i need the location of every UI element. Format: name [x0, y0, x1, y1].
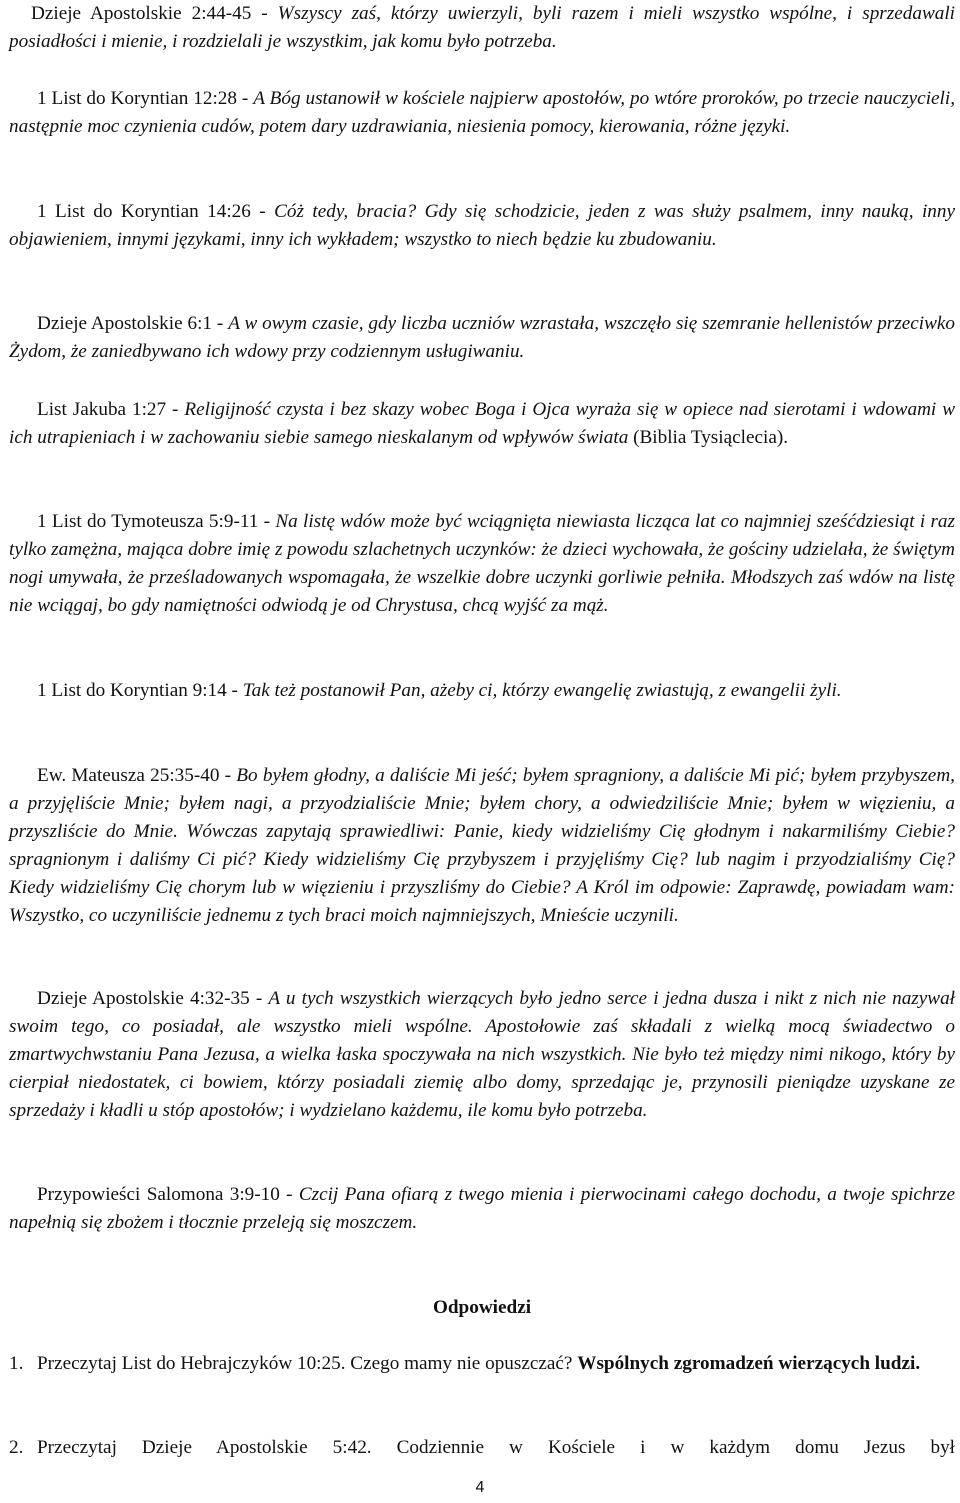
passage-acts-4-32 [9, 985, 955, 1125]
passage-quote: A u tych wszystkich wierzących było jedno serce i jedna dusza i nikt z nich nie nazywał swoim tego, co posiadał, ale wszystko mieli wspólne. Apostołowie zaś składali z wielką mocą świadectwo o zmartwychwstaniu Pana Jezusa, a wielka łaska spoczywała na nich wszystkich. Nie było też między nimi nikogo, który by cierpiał niedostatek, ci bowiem, którzy posiadali ziemię albo domy, sprzedając je, przynosili pieniądze uzyskane ze sprzedaży i kładli u stóp apostołów; i wydzielano każdemu, ile komu było potrzeba. [9, 988, 956, 1121]
passage-reference: 1 List do Koryntian 12:28 - [37, 88, 254, 109]
passage-reference: 1 List do Koryntian 9:14 - [37, 680, 243, 701]
question-text [37, 1434, 955, 1462]
question-number: 1. [9, 1353, 24, 1374]
passage-quote: Tak też postanowił Pan, ażeby ci, którzy ewangelię zwiastują, z ewangelii żyli. [242, 680, 842, 701]
passage-reference: 1 List do Koryntian 14:26 - [37, 201, 275, 222]
passage-reference: List Jakuba 1:27 - [37, 399, 185, 420]
passage-quote: Religijność czysta i bez skazy wobec Boga i Ojca wyraża się w opiece nad sierotami i wdowami w ich utrapieniach i w zachowaniu siebie samego nieskalanym od wpływów świata [9, 399, 956, 448]
passage-prov-3-9 [9, 1181, 955, 1237]
passage-reference: 1 List do Tymoteusza 5:9-11 - [37, 511, 276, 532]
passage-1cor-9-14 [9, 677, 842, 705]
question-item [9, 1350, 955, 1378]
question-text [37, 1350, 955, 1378]
question-prompt: Przeczytaj Dzieje Apostolskie 5:42. Codziennie w Kościele i w każdym domu Jezus był [37, 1437, 955, 1458]
passage-reference: Dzieje Apostolskie 4:32-35 - [37, 988, 269, 1009]
passage-quote: Na listę wdów może być wciągnięta niewiasta licząca lat co najmniej sześćdziesiąt i raz tylko zamężna, mająca dobre imię z powodu szlachetnych uczynków: że dzieci wychowała, że gościny udzielała, że świętym nogi umywała, że prześladowanych wspomagała, że wszelkie dobre uczynki gorliwie pełniła. Młodszych zaś wdów na listę nie wciągaj, bo gdy namiętności odwiodą je od Chrystusa, chcą wyjść za mąż. [9, 511, 955, 616]
page-number: 4 [475, 1479, 485, 1496]
passage-tail: (Biblia Tysiąclecia). [628, 427, 789, 448]
passage-quote: Wszyscy zaś, którzy uwierzyli, byli razem i mieli wszystko wspólne, i sprzedawali posiadłości i mienie, i rozdzielali je wszystkim, jak komu było potrzeba. [9, 3, 955, 52]
passage-reference: Dzieje Apostolskie 6:1 - [37, 313, 229, 334]
passage-james-1-27 [9, 396, 955, 452]
passage-quote: A w owym czasie, gdy liczba uczniów wzrastała, wszczęło się szemranie hellenistów przeciwko Żydom, że zaniedbywano ich wdowy przy codziennym usługiwaniu. [9, 313, 955, 362]
passage-quote: Czcij Pana ofiarą z twego mienia i pierwocinami całego dochodu, a twoje spichrze napełnią się zbożem i tłocznie przeleją się moszczem. [9, 1184, 955, 1233]
question-prompt: Przeczytaj List do Hebrajczyków 10:25. Czego mamy nie opuszczać? [37, 1353, 578, 1374]
question-item [9, 1434, 955, 1462]
answers-heading: Odpowiedzi [432, 1297, 532, 1318]
passage-acts-2-44 [9, 0, 955, 56]
passage-quote: Bo byłem głodny, a daliście Mi jeść; byłem spragniony, a daliście Mi pić; byłem przybyszem, a przyjęliście Mnie; byłem nagi, a przyodzialiście Mnie; byłem chory, a odwiedziliście Mnie; byłem w więzieniu, a przyszliście do Mnie. Wówczas zapytają sprawiedliwi: Panie, kiedy widzieliśmy Cię głodnym i nakarmiliśmy Ciebie? spragnionym i daliśmy Ci pić? Kiedy widzieliśmy Cię przybyszem i przyjęliśmy Cię? lub nagim i przyodzialiśmy Cię? Kiedy widzieliśmy Cię chorym lub w więzieniu i przyszliśmy do Ciebie? A Król im odpowie: Zaprawdę, powiadam wam: Wszystko, co uczyniliście jednemu z tych braci moich najmniejszych, Mnieście uczynili. [9, 765, 955, 926]
passage-matt-25-35 [9, 762, 955, 930]
passage-reference: Przypowieści Salomona 3:9-10 - [37, 1184, 299, 1205]
passage-acts-6-1 [9, 310, 955, 366]
passage-quote: A Bóg ustanowił w kościele najpierw apostołów, po wtóre proroków, po trzecie nauczycieli, następnie moc czynienia cudów, potem dary uzdrawiania, niesienia pomocy, kierowania, różne języki. [9, 88, 955, 137]
passage-1cor-12-28 [9, 85, 955, 141]
question-answer: Wspólnych zgromadzeń wierzących ludzi. [577, 1353, 921, 1374]
passage-quote: Cóż tedy, bracia? Gdy się schodzicie, jeden z was służy psalmem, inny nauką, inny objawieniem, innymi językami, inny ich wykładem; wszystko to niech będzie ku zbudowaniu. [9, 201, 955, 250]
passage-1cor-14-26 [9, 198, 955, 254]
passage-reference: Ew. Mateusza 25:35-40 - [37, 765, 237, 786]
passage-1tim-5-9 [9, 508, 955, 620]
passage-reference: Dzieje Apostolskie 2:44-45 - [31, 3, 278, 24]
question-number: 2. [9, 1437, 24, 1458]
